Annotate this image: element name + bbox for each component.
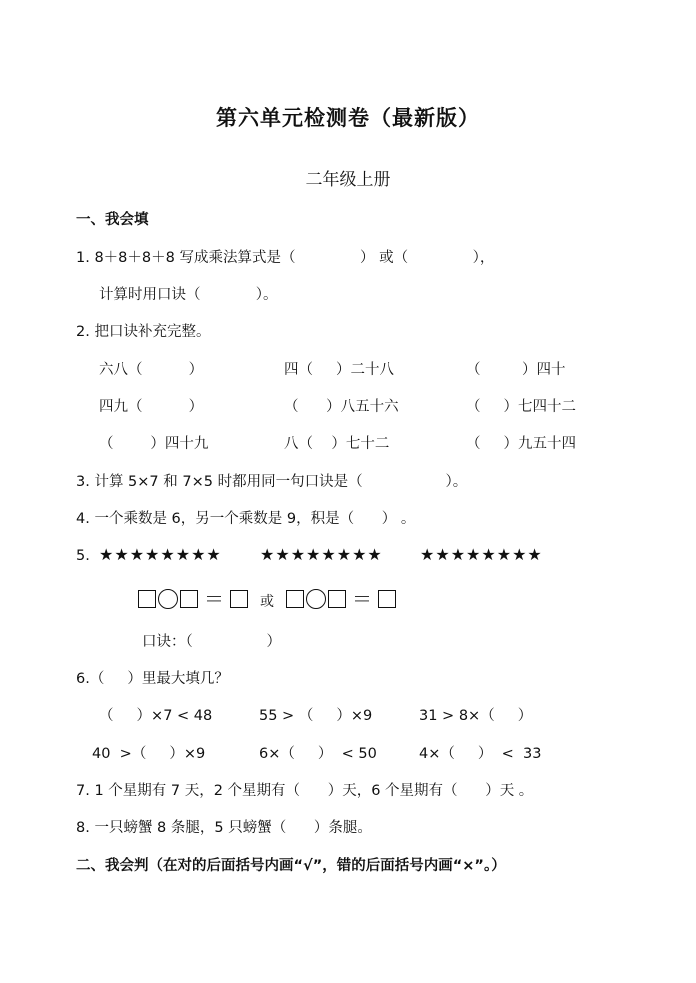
q6-row2-col2: 6×（ ） < 50 xyxy=(259,746,377,762)
blank-square xyxy=(328,590,346,608)
equation-template-row xyxy=(138,586,396,612)
question-2: 2. 把口诀补充完整。 xyxy=(76,324,211,340)
blank-square xyxy=(378,590,396,608)
q6-row1-col3: 31 > 8×（ ） xyxy=(419,708,533,724)
q2-row1-col1: 六八（ ） xyxy=(99,362,204,378)
blank-circle xyxy=(158,589,178,609)
q2-row2-col2: （ ）八五十六 xyxy=(284,399,399,415)
blank-circle xyxy=(306,589,326,609)
or-text: 或 xyxy=(260,594,274,610)
page-subtitle: 二年级上册 xyxy=(305,170,391,190)
equals-sign: ＝ xyxy=(352,587,372,611)
question-7: 7. 1 个星期有 7 天，2 个星期有（ ）天，6 个星期有（ ）天 。 xyxy=(76,783,534,799)
q6-row1-col2: 55 > （ ）×9 xyxy=(259,708,373,724)
q2-row1-col2: 四（ ）二十八 xyxy=(284,362,395,378)
section-heading-fill: 一、我会填 xyxy=(76,212,149,228)
q2-row3-col1: （ ）四十九 xyxy=(99,436,209,452)
q2-row1-col3: （ ）四十 xyxy=(466,362,566,378)
question-3: 3. 计算 5×7 和 7×5 时都用同一句口诀是（ ）。 xyxy=(76,474,468,490)
q2-row3-col2: 八（ ）七十二 xyxy=(284,436,390,452)
question-6: 6.（ ）里最大填几？ xyxy=(76,671,229,687)
question-5-number: 5. xyxy=(76,548,90,564)
blank-square xyxy=(286,590,304,608)
q6-row1-col1: （ ）×7 < 48 xyxy=(99,708,213,724)
question-1-line-2: 计算时用口诀（ ）。 xyxy=(99,287,278,303)
star-group-2: ★★★★★★★★ xyxy=(260,545,383,564)
q2-row3-col3: （ ）九五十四 xyxy=(466,436,577,452)
equals-sign: ＝ xyxy=(204,587,224,611)
blank-square xyxy=(230,590,248,608)
question-1-line-1: 1. 8＋8＋8＋8 写成乘法算式是（ ） 或（ ）， xyxy=(76,250,495,266)
section-heading-judge: 二、我会判（在对的后面括号内画“√”，错的后面括号内画“×”。） xyxy=(76,858,506,874)
page-title: 第六单元检测卷（最新版） xyxy=(216,106,480,130)
star-group-3: ★★★★★★★★ xyxy=(420,545,543,564)
q6-row2-col3: 4×（ ） < 33 xyxy=(419,746,542,762)
question-4: 4. 一个乘数是 6，另一个乘数是 9，积是（ ） 。 xyxy=(76,511,416,527)
question-8: 8. 一只螃蟹 8 条腿，5 只螃蟹（ ）条腿。 xyxy=(76,820,372,836)
blank-square xyxy=(180,590,198,608)
mnemonic-blank: 口诀：（ ） xyxy=(142,634,281,650)
q2-row2-col3: （ ）七四十二 xyxy=(466,399,577,415)
q2-row2-col1: 四九（ ） xyxy=(99,399,204,415)
blank-square xyxy=(138,590,156,608)
q6-row2-col1: 40 >（ ）×9 xyxy=(92,746,206,762)
star-group-1: ★★★★★★★★ xyxy=(99,545,222,564)
